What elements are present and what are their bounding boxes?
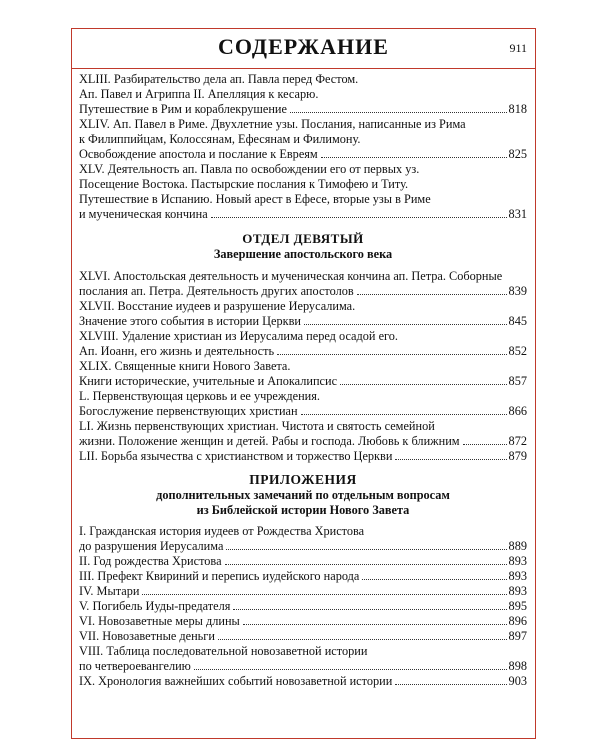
toc-entry-line (79, 314, 527, 329)
toc-entry-line (79, 284, 527, 299)
toc-entry-line (79, 674, 527, 689)
toc-page-number: 845 (508, 314, 527, 328)
toc-entry-text: Значение этого события в истории Церкви (79, 314, 301, 328)
toc-entry-line (79, 599, 527, 614)
toc-entry-text: II. Год рождества Христова (79, 554, 222, 568)
toc-page-number: 839 (508, 284, 527, 298)
toc-entry-line (79, 102, 527, 117)
toc-page-number: 893 (508, 584, 527, 598)
toc-entry-text: до разрушения Иерусалима (79, 539, 224, 553)
toc-entry-line (79, 629, 527, 644)
toc-entry-text-line: XLIII. Разбирательство дела ап. Павла перед Фестом. (79, 72, 359, 86)
toc-page-number: 831 (508, 207, 527, 221)
toc-entry-text-line: XLVII. Восстание иудеев и разрушение Иерусалима. (79, 299, 356, 313)
toc-page-number: 857 (508, 374, 527, 388)
toc-page-number: 898 (508, 659, 527, 673)
page-header (72, 34, 535, 68)
dot-leader (233, 609, 506, 610)
toc-entry-line (79, 584, 527, 599)
toc-entry-line (79, 449, 527, 464)
toc-entry-text-line: L. Первенствующая церковь и ее учреждения. (79, 389, 320, 403)
toc-entry-text-line: XLIV. Ап. Павел в Риме. Двухлетние узы. Послания, написанные из Рима (79, 117, 466, 131)
toc-page-number: 852 (508, 344, 527, 358)
toc-entry-text: по четвероевангелию (79, 659, 191, 673)
appendix-subtitle-line-2: из Библейской истории Нового Завета (196, 503, 410, 517)
toc-appendix (79, 524, 527, 689)
toc-entry-line (79, 614, 527, 629)
toc-entry-text-line: Путешествие в Испанию. Новый арест в Ефесе, вторые узы в Риме (79, 192, 431, 206)
toc-entry-line (79, 539, 527, 554)
dot-leader (243, 624, 507, 625)
section-nine-subtitle: Завершение апостольского века (213, 247, 393, 261)
toc-entry-text: LII. Борьба язычества с христианством и торжество Церкви (79, 449, 393, 463)
dot-leader (277, 354, 506, 355)
dot-leader (395, 459, 506, 460)
dot-leader (304, 324, 507, 325)
dot-leader (290, 112, 507, 113)
dot-leader (357, 294, 507, 295)
toc-entry-text-line: XLVIII. Удаление христиан из Иерусалима перед осадой его. (79, 329, 398, 343)
dot-leader (225, 564, 507, 565)
dot-leader (301, 414, 507, 415)
dot-leader (362, 579, 506, 580)
dot-leader (226, 549, 506, 550)
toc-entry-line (79, 554, 527, 569)
dot-leader (463, 444, 507, 445)
toc-page-number: 895 (508, 599, 527, 613)
toc-entry-text: жизни. Положение женщин и детей. Рабы и господа. Любовь к ближним (79, 434, 460, 448)
toc-page-number: 825 (508, 147, 527, 161)
toc-entry-text: послания ап. Петра. Деятельность других апостолов (79, 284, 354, 298)
toc-entry-text: III. Префект Квириний и перепись иудейского народа (79, 569, 360, 583)
toc-entry-text-line: Ап. Павел и Агриппа II. Апелляция к кесарю. (79, 87, 319, 101)
toc-entry-text-line: Посещение Востока. Пастырские послания к Тимофею и Титу. (79, 177, 409, 191)
dot-leader (321, 157, 507, 158)
toc-entry-line (79, 569, 527, 584)
toc-page-number: 893 (508, 569, 527, 583)
toc-entry-text: IX. Хронология важнейших событий новозаветной истории (79, 674, 393, 688)
section-nine-title: ОТДЕЛ ДЕВЯТЫЙ (242, 231, 364, 246)
toc-page-number: 872 (508, 434, 527, 448)
toc-entry-text: V. Погибель Иуды-предателя (79, 599, 231, 613)
toc-entry-line (79, 404, 527, 419)
toc-page-number: 866 (508, 404, 527, 418)
toc-entry-text: IV. Мытари (79, 584, 140, 598)
toc-entry-text: Ап. Иоанн, его жизнь и деятельность (79, 344, 275, 358)
toc-section-continuation (79, 72, 527, 222)
toc-page-number: 897 (508, 629, 527, 643)
toc-entry-text-line: XLIX. Священные книги Нового Завета. (79, 359, 291, 373)
toc-entry-text: и мученическая кончина (79, 207, 208, 221)
dot-leader (340, 384, 507, 385)
toc-entry-text: VII. Новозаветные деньги (79, 629, 215, 643)
toc-entry-text: Книги исторические, учительные и Апокалипсис (79, 374, 338, 388)
toc-entry-text: Богослужение первенствующих христиан (79, 404, 298, 418)
toc-entry-text-line: к Филиппийцам, Колоссянам, Ефесянам и Филимону. (79, 132, 361, 146)
toc-content (79, 72, 527, 689)
toc-page-number: 889 (508, 539, 527, 553)
appendix-title: ПРИЛОЖЕНИЯ (249, 472, 357, 487)
toc-page-number: 893 (508, 554, 527, 568)
dot-leader (211, 217, 507, 218)
toc-page-number: 903 (508, 674, 527, 688)
toc-section-nine (79, 269, 527, 464)
page-title: СОДЕРЖАНИЕ (218, 34, 389, 59)
toc-entry-text-line: VIII. Таблица последовательной новозаветной истории (79, 644, 368, 658)
page-number: 911 (509, 41, 527, 55)
toc-page-number: 818 (508, 102, 527, 116)
toc-entry-text-line: XLVI. Апостольская деятельность и мученическая кончина ап. Петра. Соборные (79, 269, 503, 283)
toc-entry-text-line: LI. Жизнь первенствующих христиан. Чистота и святость семейной (79, 419, 435, 433)
toc-entry-line (79, 374, 527, 389)
header-divider (72, 68, 535, 69)
toc-entry-text-line: I. Гражданская история иудеев от Рождества Христова (79, 524, 365, 538)
dot-leader (194, 669, 507, 670)
toc-entry-line (79, 344, 527, 359)
toc-entry-text: Путешествие в Рим и кораблекрушение (79, 102, 287, 116)
toc-entry-text: Освобождение апостола и послание к Евреям (79, 147, 318, 161)
toc-entry-line (79, 434, 527, 449)
appendix-subtitle-line-1: дополнительных замечаний по отдельным вопросам (156, 488, 450, 502)
toc-entry-line (79, 659, 527, 674)
toc-page-number: 896 (508, 614, 527, 628)
toc-page-number: 879 (508, 449, 527, 463)
dot-leader (218, 639, 507, 640)
toc-entry-text: VI. Новозаветные меры длины (79, 614, 240, 628)
toc-entry-line (79, 147, 527, 162)
dot-leader (395, 684, 506, 685)
toc-entry-text-line: XLV. Деятельность ап. Павла по освобождении его от первых уз. (79, 162, 420, 176)
toc-entry-line (79, 207, 527, 222)
dot-leader (142, 594, 506, 595)
